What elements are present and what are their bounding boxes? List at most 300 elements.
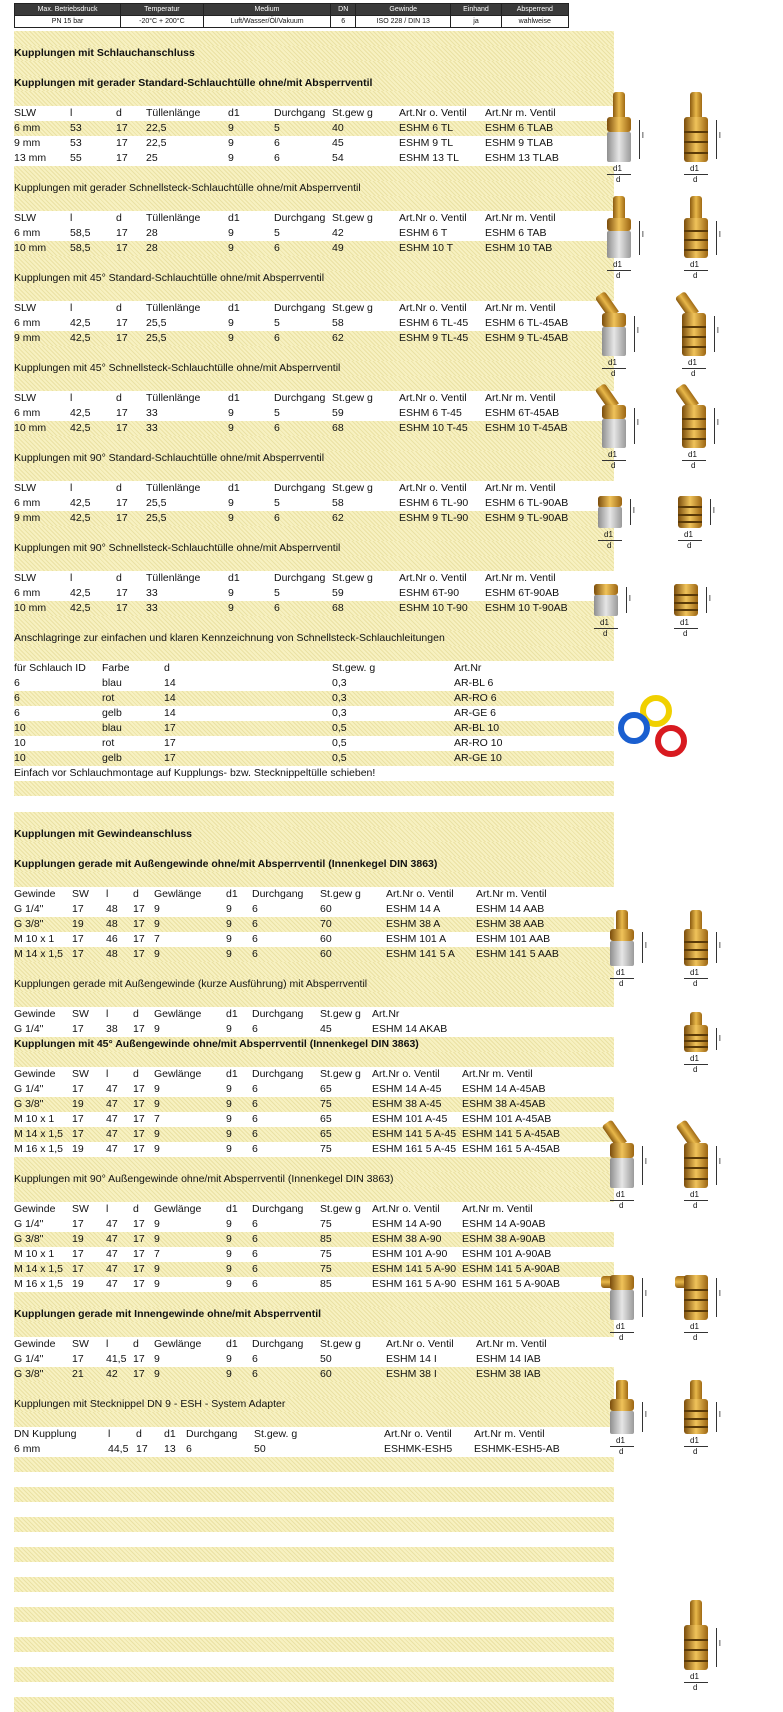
table-row-cell: 47 — [106, 1143, 118, 1155]
table-row-cell: 17 — [72, 1128, 84, 1140]
dimension-line — [710, 499, 711, 525]
spacer-stripe — [14, 872, 614, 887]
table-header-cell: St.gew g — [332, 212, 373, 224]
table-header-cell: d — [116, 392, 122, 404]
table-row-cell: 10 — [14, 722, 26, 734]
group-title — [14, 857, 614, 872]
spacer-stripe — [14, 1322, 614, 1337]
groove — [674, 602, 698, 604]
table-row-cell: 50 — [254, 1443, 266, 1455]
table-row-cell: 17 — [72, 948, 84, 960]
dimension-label-d1: d1 — [616, 1322, 625, 1331]
group-title — [14, 1397, 614, 1412]
group-title — [14, 271, 614, 286]
spacer-stripe — [14, 1577, 614, 1592]
table-row-cell: 17 — [72, 1218, 84, 1230]
table-row-cell: 10 mm — [14, 422, 47, 434]
table-row — [14, 1352, 614, 1367]
table-header-cell: Durchgang — [274, 572, 326, 584]
dimension-line — [716, 1028, 717, 1050]
table-row-cell: 6 mm — [14, 317, 41, 329]
table-header-cell: Tüllenlänge — [146, 392, 201, 404]
table-row-cell: 9 — [226, 1143, 232, 1155]
table-row-cell: 6 — [274, 152, 280, 164]
coupling-image — [682, 1380, 710, 1434]
table-row-cell: 42,5 — [70, 332, 91, 344]
table-row-cell: 17 — [133, 1248, 145, 1260]
coupling-image — [596, 480, 624, 528]
brass-body — [602, 405, 626, 419]
table-row-cell: ESHM 14 AKAB — [372, 1023, 448, 1035]
groove — [684, 941, 708, 943]
table-header-cell: St.gew g — [332, 482, 373, 494]
dimension-label-d1: d1 — [613, 164, 622, 173]
table-row-cell: ESHM 6 TL-45 — [399, 317, 469, 329]
group-title — [14, 977, 614, 992]
table-row-cell: ESHM 141 5 A-90 — [372, 1263, 457, 1275]
table-header-cell: d1 — [228, 482, 240, 494]
dimension-label-d: d — [619, 1201, 624, 1210]
table-row-cell: ESHM 6T-45AB — [485, 407, 560, 419]
table-row-cell: 25,5 — [146, 332, 167, 344]
table-row-cell: ESHM 14 I — [386, 1353, 437, 1365]
table-row-cell: 22,5 — [146, 122, 167, 134]
table-header-cell: Gewinde — [14, 1338, 56, 1350]
table-header-cell: Art.Nr m. Ventil — [485, 392, 556, 404]
table-row-cell: ESHM 38 I — [386, 1368, 437, 1380]
table-header-cell: SLW — [14, 482, 36, 494]
brass-body — [684, 1143, 708, 1188]
table-row — [14, 586, 614, 601]
table-row-cell: ESHM 9 TLAB — [485, 137, 554, 149]
dimension-line — [706, 587, 707, 613]
dimension-label-l: l — [645, 941, 647, 950]
table-row-cell: 17 — [116, 152, 128, 164]
table-row-cell: 42,5 — [70, 317, 91, 329]
spec-header: Absperrend — [501, 4, 568, 16]
table-row-cell: 13 — [164, 1443, 176, 1455]
dimension-label-l: l — [719, 131, 721, 140]
table-row-cell: G 3/8" — [14, 1368, 44, 1380]
table-row-cell: 25,5 — [146, 497, 167, 509]
table-row-cell: 9 — [226, 1278, 232, 1290]
table-row-cell: 33 — [146, 407, 158, 419]
spacer-stripe — [14, 526, 614, 541]
table-row-cell: rot — [102, 692, 115, 704]
dimension-label-d1: d1 — [688, 450, 697, 459]
groove — [684, 1167, 708, 1169]
table-row — [14, 691, 614, 706]
table-row-cell: ESHM 14 A-45AB — [462, 1083, 546, 1095]
table-row-cell: 48 — [106, 918, 118, 930]
table-header-cell: Art.Nr m. Ventil — [485, 302, 556, 314]
brass-body — [682, 405, 706, 448]
table-row-cell: 0,5 — [332, 752, 347, 764]
table-header-cell: l — [106, 1008, 109, 1020]
table-row-cell: 48 — [106, 948, 118, 960]
table-row-cell: 9 — [226, 1128, 232, 1140]
table-row-cell: ESHM 38 A-45AB — [462, 1098, 546, 1110]
dimension-label-l: l — [713, 506, 715, 515]
table-row-cell: 54 — [332, 152, 344, 164]
table-row-cell: 47 — [106, 1263, 118, 1275]
table-row-cell: 6 mm — [14, 407, 41, 419]
spec-header-row — [15, 4, 569, 16]
table-row-cell: 9 — [154, 1278, 160, 1290]
dimension-line — [639, 221, 640, 255]
table-row — [14, 406, 614, 421]
table-header — [14, 1007, 614, 1022]
dimension-label-d: d — [619, 1333, 624, 1342]
spacer-stripe — [14, 286, 614, 301]
table-row-cell: 47 — [106, 1248, 118, 1260]
table-row-cell: 17 — [133, 903, 145, 915]
dimension-label-d: d — [603, 629, 608, 638]
table-row-cell: 19 — [72, 1233, 84, 1245]
table-row-cell: 6 — [14, 677, 20, 689]
table-row-cell: 6 — [252, 903, 258, 915]
table-row-cell: 47 — [106, 1233, 118, 1245]
table-row-cell: 17 — [164, 722, 176, 734]
brass-body — [610, 929, 634, 941]
table-row-cell: 9 — [228, 422, 234, 434]
table-row-cell: 42,5 — [70, 497, 91, 509]
table-row-cell: ESHM 10 T-90 — [399, 602, 468, 614]
dimension-label-d: d — [619, 1447, 624, 1456]
spacer-stripe — [14, 376, 614, 391]
table-row-cell: 6 — [274, 422, 280, 434]
table-row-cell: 9 mm — [14, 512, 41, 524]
dimension-label-l: l — [637, 326, 639, 335]
coupling-image — [608, 910, 636, 966]
coupling-image — [600, 382, 628, 448]
groove — [684, 1289, 708, 1291]
table-header-cell: Durchgang — [252, 1008, 304, 1020]
table-header-cell: St.gew g — [320, 1068, 361, 1080]
brass-body — [607, 218, 631, 231]
spacer-stripe — [14, 1517, 614, 1532]
table-row — [14, 1112, 614, 1127]
dimension-label-l: l — [719, 1157, 721, 1166]
table-header-cell: d — [136, 1428, 142, 1440]
table-header-cell: SW — [72, 1068, 89, 1080]
dimension-label-d: d — [691, 461, 696, 470]
dimension-label-d1: d1 — [616, 1190, 625, 1199]
coupling-image — [592, 568, 620, 616]
table-header-cell: für Schlauch ID — [14, 662, 86, 674]
table-row-cell: G 1/4" — [14, 1023, 44, 1035]
table-row — [14, 1142, 614, 1157]
table-row-cell: G 3/8" — [14, 1098, 44, 1110]
table-header-cell: SLW — [14, 392, 36, 404]
groove — [684, 1178, 708, 1180]
table-row — [14, 601, 614, 616]
spacer-stripe — [14, 812, 614, 827]
table-row-cell: 17 — [133, 1263, 145, 1275]
table-row — [14, 751, 614, 766]
table-header-cell: Durchgang — [252, 1338, 304, 1350]
table-row-cell: 6 mm — [14, 1443, 41, 1455]
spec-value: -20°C + 200°C — [121, 16, 204, 28]
table-row-cell: 9 — [226, 1098, 232, 1110]
coupling-image — [682, 1012, 710, 1052]
table-header-cell: Art.Nr o. Ventil — [372, 1068, 440, 1080]
group-title — [14, 541, 614, 556]
spacer-stripe — [14, 436, 614, 451]
hose-nipple — [690, 1380, 702, 1401]
coupling-image — [608, 1380, 636, 1434]
table-row-cell: 25,5 — [146, 317, 167, 329]
groove — [684, 1157, 708, 1159]
dimension-label-l: l — [719, 1289, 721, 1298]
steel-sleeve — [594, 595, 618, 616]
table-row-cell: 17 — [133, 1143, 145, 1155]
table-row-cell: 5 — [274, 227, 280, 239]
groove — [682, 336, 706, 338]
table-row-cell: 9 — [226, 1353, 232, 1365]
table-row-cell: ESHMK-ESH5-AB — [474, 1443, 560, 1455]
group-title-text: Kupplungen gerade mit Außengewinde (kurze Ausführung) mit Absperrventil — [14, 978, 368, 990]
dimension-label-l: l — [719, 941, 721, 950]
table-row-cell: 6 — [274, 137, 280, 149]
group-title-text: Kupplungen mit gerader Schnellsteck-Schlauchtülle ohne/mit Absperrventil — [14, 182, 361, 194]
brass-body — [684, 218, 708, 258]
table-row-cell: ESHM 6 TLAB — [485, 122, 554, 134]
table-header-cell: Art.Nr o. Ventil — [384, 1428, 452, 1440]
dimension-label-d: d — [693, 271, 698, 280]
table-header-cell: St.gew g — [332, 302, 373, 314]
table-header-cell: SLW — [14, 302, 36, 314]
table-header-cell: St.gew g — [332, 107, 373, 119]
table-row-cell: ESHM 38 A-90 — [372, 1233, 442, 1245]
table-header-cell: d — [133, 1008, 139, 1020]
table-row-cell: ESHM 161 5 A-45 — [372, 1143, 457, 1155]
table-row-cell: M 14 x 1,5 — [14, 1128, 64, 1140]
group-title-text: Kupplungen mit 90° Schnellsteck-Schlauchtülle ohne/mit Absperrventil — [14, 542, 341, 554]
table-row-cell: 17 — [116, 122, 128, 134]
table-row-cell: AR-GE 6 — [454, 707, 497, 719]
table-row-cell: 9 — [228, 242, 234, 254]
group-title — [14, 1307, 614, 1322]
table-row-cell: ESHM 6 T-45 — [399, 407, 462, 419]
dimension-line — [642, 1278, 643, 1317]
table-row-cell: 17 — [133, 918, 145, 930]
table-row-cell: 17 — [133, 1278, 145, 1290]
table-row-cell: 9 — [228, 407, 234, 419]
dimension-label-l: l — [645, 1157, 647, 1166]
spacer-stripe — [14, 256, 614, 271]
groove — [684, 230, 708, 232]
table-row-cell: ESHM 10 TAB — [485, 242, 553, 254]
table-row-cell: ESHM 6 T — [399, 227, 448, 239]
table-row-cell: ESHM 141 5 A — [386, 948, 455, 960]
table-row — [14, 1442, 614, 1457]
table-row-cell: 7 — [154, 933, 160, 945]
table-header-cell: SW — [72, 888, 89, 900]
table-row-cell: 50 — [320, 1353, 332, 1365]
table-row-cell: ESHM 13 TLAB — [485, 152, 559, 164]
table-row-cell: 9 — [228, 122, 234, 134]
hose-nipple — [613, 92, 625, 119]
table-row — [14, 1262, 614, 1277]
table-header-cell: d — [116, 572, 122, 584]
dimension-line — [714, 316, 715, 352]
spacer-stripe — [14, 1052, 614, 1067]
brass-body — [674, 584, 698, 616]
table-header-cell: l — [70, 572, 73, 584]
table-header-cell: Art.Nr o. Ventil — [372, 1203, 440, 1215]
table-row — [14, 1127, 614, 1142]
brass-body — [684, 1625, 708, 1670]
steel-sleeve — [598, 507, 622, 528]
table-header-cell: d1 — [226, 888, 238, 900]
table-row-cell: 6 — [252, 1353, 258, 1365]
groove — [674, 594, 698, 596]
table-row-cell: 6 mm — [14, 497, 41, 509]
table-header — [14, 887, 614, 902]
table-row-cell: 9 — [226, 1233, 232, 1245]
table-row-cell: ESHM 101 A-90 — [372, 1248, 448, 1260]
table-row-cell: 6 — [252, 1233, 258, 1245]
spacer-stripe — [14, 646, 614, 661]
group-title-text: Kupplungen gerade mit Innengewinde ohne/mit Absperrventil — [14, 1308, 322, 1320]
table-row-cell: 38 — [106, 1023, 118, 1035]
table-row-cell: 42,5 — [70, 422, 91, 434]
table-row-cell: ESHM 6T-90 — [399, 587, 460, 599]
table-row-cell: rot — [102, 737, 115, 749]
spec-value: Luft/Wasser/Öl/Vakuum — [203, 16, 331, 28]
brass-body — [684, 117, 708, 162]
coupling-image — [605, 92, 633, 162]
table-row-cell: 17 — [136, 1443, 148, 1455]
table-row-cell: 28 — [146, 242, 158, 254]
table-row — [14, 917, 614, 932]
table-row-cell: 17 — [116, 602, 128, 614]
table-header-cell: d — [116, 482, 122, 494]
table-row-cell: ESHM 38 A-90AB — [462, 1233, 546, 1245]
table-row-cell: ESHM 9 TL-90AB — [485, 512, 569, 524]
table-header — [14, 571, 614, 586]
section-title-text: Kupplungen mit Gewindeanschluss — [14, 828, 192, 840]
group-title-text: Kupplungen mit Stecknippel DN 9 - ESH - System Adapter — [14, 1398, 286, 1410]
table-row-cell: blau — [102, 722, 122, 734]
groove — [678, 514, 702, 516]
coupling-image — [608, 1250, 636, 1320]
table-row-cell: 45 — [320, 1023, 332, 1035]
table-row-cell: 9 — [226, 933, 232, 945]
brass-body — [610, 1399, 634, 1411]
table-row-cell: ESHM 38 A — [386, 918, 441, 930]
dimension-label-d: d — [693, 175, 698, 184]
spacer-stripe — [14, 1667, 614, 1682]
table-row-cell: G 1/4" — [14, 1218, 44, 1230]
section-title-text: Kupplungen mit Schlauchanschluss — [14, 47, 195, 59]
table-row-cell: 9 — [228, 317, 234, 329]
table-row — [14, 316, 614, 331]
table-header-cell: Art.Nr o. Ventil — [399, 302, 467, 314]
table-row-cell: ESHM 6 TL-90AB — [485, 497, 569, 509]
table-row-cell: 17 — [116, 317, 128, 329]
table-header-cell: d1 — [228, 107, 240, 119]
table-row-cell: M 10 x 1 — [14, 1113, 55, 1125]
table-row — [14, 1277, 614, 1292]
table-header — [14, 481, 614, 496]
dimension-label-d: d — [693, 979, 698, 988]
table-row-cell: 46 — [106, 933, 118, 945]
table-row-cell: 6 — [186, 1443, 192, 1455]
table-row-cell: 58 — [332, 317, 344, 329]
table-row-cell: 47 — [106, 1218, 118, 1230]
table-row-cell: ESHM 38 A-45 — [372, 1098, 442, 1110]
table-header-cell: St.gew g — [320, 1008, 361, 1020]
table-row-cell: 5 — [274, 122, 280, 134]
table-header-cell: Gewlänge — [154, 1338, 202, 1350]
spacer-stripe — [14, 781, 614, 796]
spacer-stripe — [14, 1412, 614, 1427]
table-header-cell: d — [116, 212, 122, 224]
table-header-cell: d1 — [226, 1068, 238, 1080]
table-header-cell: St.gew g — [320, 1338, 361, 1350]
table-row — [14, 241, 614, 256]
table-row-cell: 9 — [154, 1023, 160, 1035]
table-header — [14, 1067, 614, 1082]
table-row-cell: 59 — [332, 587, 344, 599]
table-row-cell: 14 — [164, 677, 176, 689]
table-header-cell: SW — [72, 1203, 89, 1215]
table-row-cell: 17 — [116, 497, 128, 509]
table-header-cell: St.gew g — [332, 392, 373, 404]
table-header-cell: Durchgang — [274, 302, 326, 314]
table-header-cell: Art.Nr m. Ventil — [462, 1068, 533, 1080]
table-header-cell: d1 — [226, 1338, 238, 1350]
hose-nipple — [690, 910, 702, 931]
table-row-cell: 0,5 — [332, 722, 347, 734]
dimension-line — [626, 587, 627, 613]
table-row-cell: 68 — [332, 422, 344, 434]
dimension-line — [716, 932, 717, 963]
dimension-label-d: d — [693, 1683, 698, 1692]
table-row-cell: 42 — [332, 227, 344, 239]
table-header — [14, 1427, 614, 1442]
table-header-cell: Art.Nr — [372, 1008, 400, 1020]
steel-sleeve — [610, 1411, 634, 1434]
table-row-cell: 9 — [226, 918, 232, 930]
table-header-cell: Durchgang — [252, 1203, 304, 1215]
groove — [678, 506, 702, 508]
table-row-cell: 6 mm — [14, 587, 41, 599]
table-row-cell: 9 — [226, 1113, 232, 1125]
table-header-cell: Art.Nr m. Ventil — [485, 482, 556, 494]
table-row-cell: 5 — [274, 407, 280, 419]
table-header-cell: St.gew. g — [254, 1428, 298, 1440]
table-header-cell: d1 — [164, 1428, 176, 1440]
spec-header: Medium — [203, 4, 331, 16]
table-row-cell: 44,5 — [108, 1443, 129, 1455]
table-header-cell: d1 — [228, 392, 240, 404]
table-row-cell: 9 — [154, 918, 160, 930]
dimension-label-d1: d1 — [608, 358, 617, 367]
table-row-cell: 0,3 — [332, 707, 347, 719]
group-title-text: Kupplungen mit 45° Standard-Schlauchtülle ohne/mit Absperrventil — [14, 272, 325, 284]
table-row-cell: ESHM 6 TL-45AB — [485, 317, 569, 329]
marker-ring — [618, 712, 650, 744]
table-row-cell: 17 — [72, 1248, 84, 1260]
table-row-cell: 17 — [72, 1083, 84, 1095]
table-row-cell: ESHM 10 T — [399, 242, 454, 254]
spacer-stripe — [14, 992, 614, 1007]
dimension-line — [642, 1146, 643, 1185]
table-header-cell: Durchgang — [252, 888, 304, 900]
